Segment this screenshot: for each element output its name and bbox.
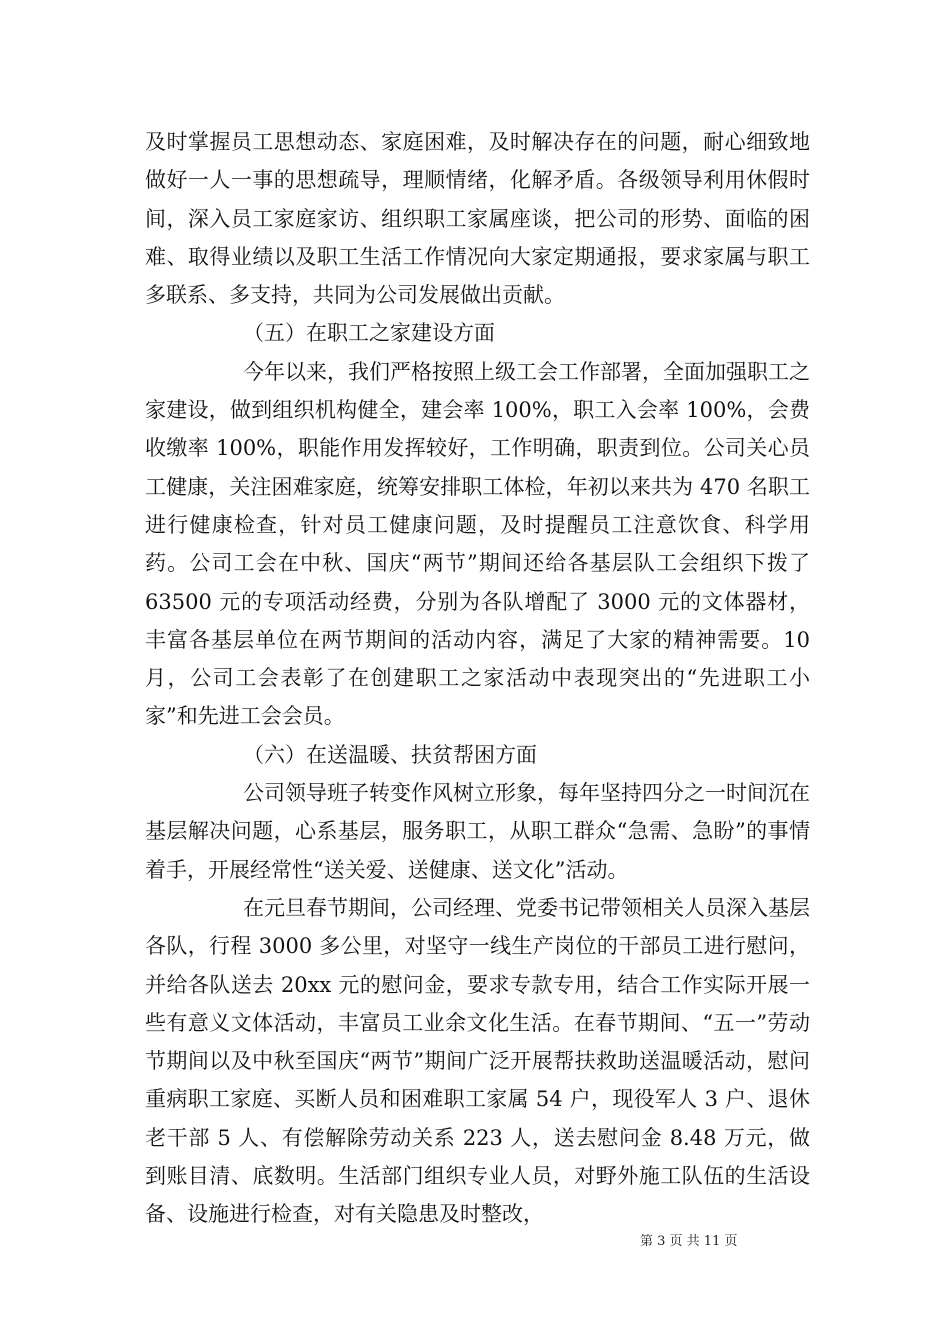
section-heading-staff-home: （五）在职工之家建设方面 bbox=[243, 321, 495, 346]
paragraph-family-visits: 及时掌握员工思想动态、家庭困难，及时解决存在的问题，耐心细致地做好一人一事的思想疏导，理顺情绪，化解矛盾。各级领导利用休假时间，深入员工家庭家访、组织职工家属座谈，把公司的形势、面临的困难、取得业绩以及职工生活工作情况向大家定期通报，要求家属与职工多联系、多支持，共同为公司发展做出贡献。 bbox=[145, 130, 810, 308]
page-number-footer: 第 3 页 共 11 页 bbox=[640, 1234, 738, 1249]
paragraph-spring-festival: 在元旦春节期间，公司经理、党委书记带领相关人员深入基层各队，行程 3000 多公里，对坚守一线生产岗位的干部员工进行慰问，并给各队送去 20xx 元的慰问金，要求专款专用，结合工作实际开展一些有意义文体活动，丰富员工业余文化生活。在春节期间、“五一”劳动节期间以及中秋至国庆“两节”期间广泛开展帮扶救助送温暖活动，慰问重病职工家庭、买断人员和困难职工家属 54 户，现役军人 3 户、退休老干部 5 人、有偿解除劳动关系 223 人，送去慰问金 8.48 万元，做到账目清、底数明。生活部门组织专业人员，对野外施工队伍的生活设备、设施进行检查，对有关隐患及时整改， bbox=[145, 895, 810, 1227]
document-body bbox=[145, 123, 810, 1234]
section-heading-poverty-relief: （六）在送温暖、扶贫帮困方面 bbox=[243, 742, 537, 767]
paragraph-staff-home: 今年以来，我们严格按照上级工会工作部署，全面加强职工之家建设，做到组织机构健全，建会率 100%，职工入会率 100%，会费收缴率 100%，职能作用发挥较好，工作明确，职责到位。公司关心员工健康，关注困难家庭，统筹安排职工体检，年初以来共为 470 名职工进行健康检查，针对员工健康问题，及时提醒员工注意饮食、科学用药。公司工会在中秋、国庆“两节”期间还给各基层队工会组织下拨了 63500 元的专项活动经费，分别为各队增配了 3000 元的文体器材，丰富各基层单位在两节期间的活动内容，满足了大家的精神需要。10 月，公司工会表彰了在创建职工之家活动中表现突出的“先进职工小家”和先进工会会员。 bbox=[145, 359, 810, 729]
paragraph-leadership-style: 公司领导班子转变作风树立形象，每年坚持四分之一时间沉在基层解决问题，心系基层，服务职工，从职工群众“急需、急盼”的事情着手，开展经常性“送关爱、送健康、送文化”活动。 bbox=[145, 781, 810, 882]
